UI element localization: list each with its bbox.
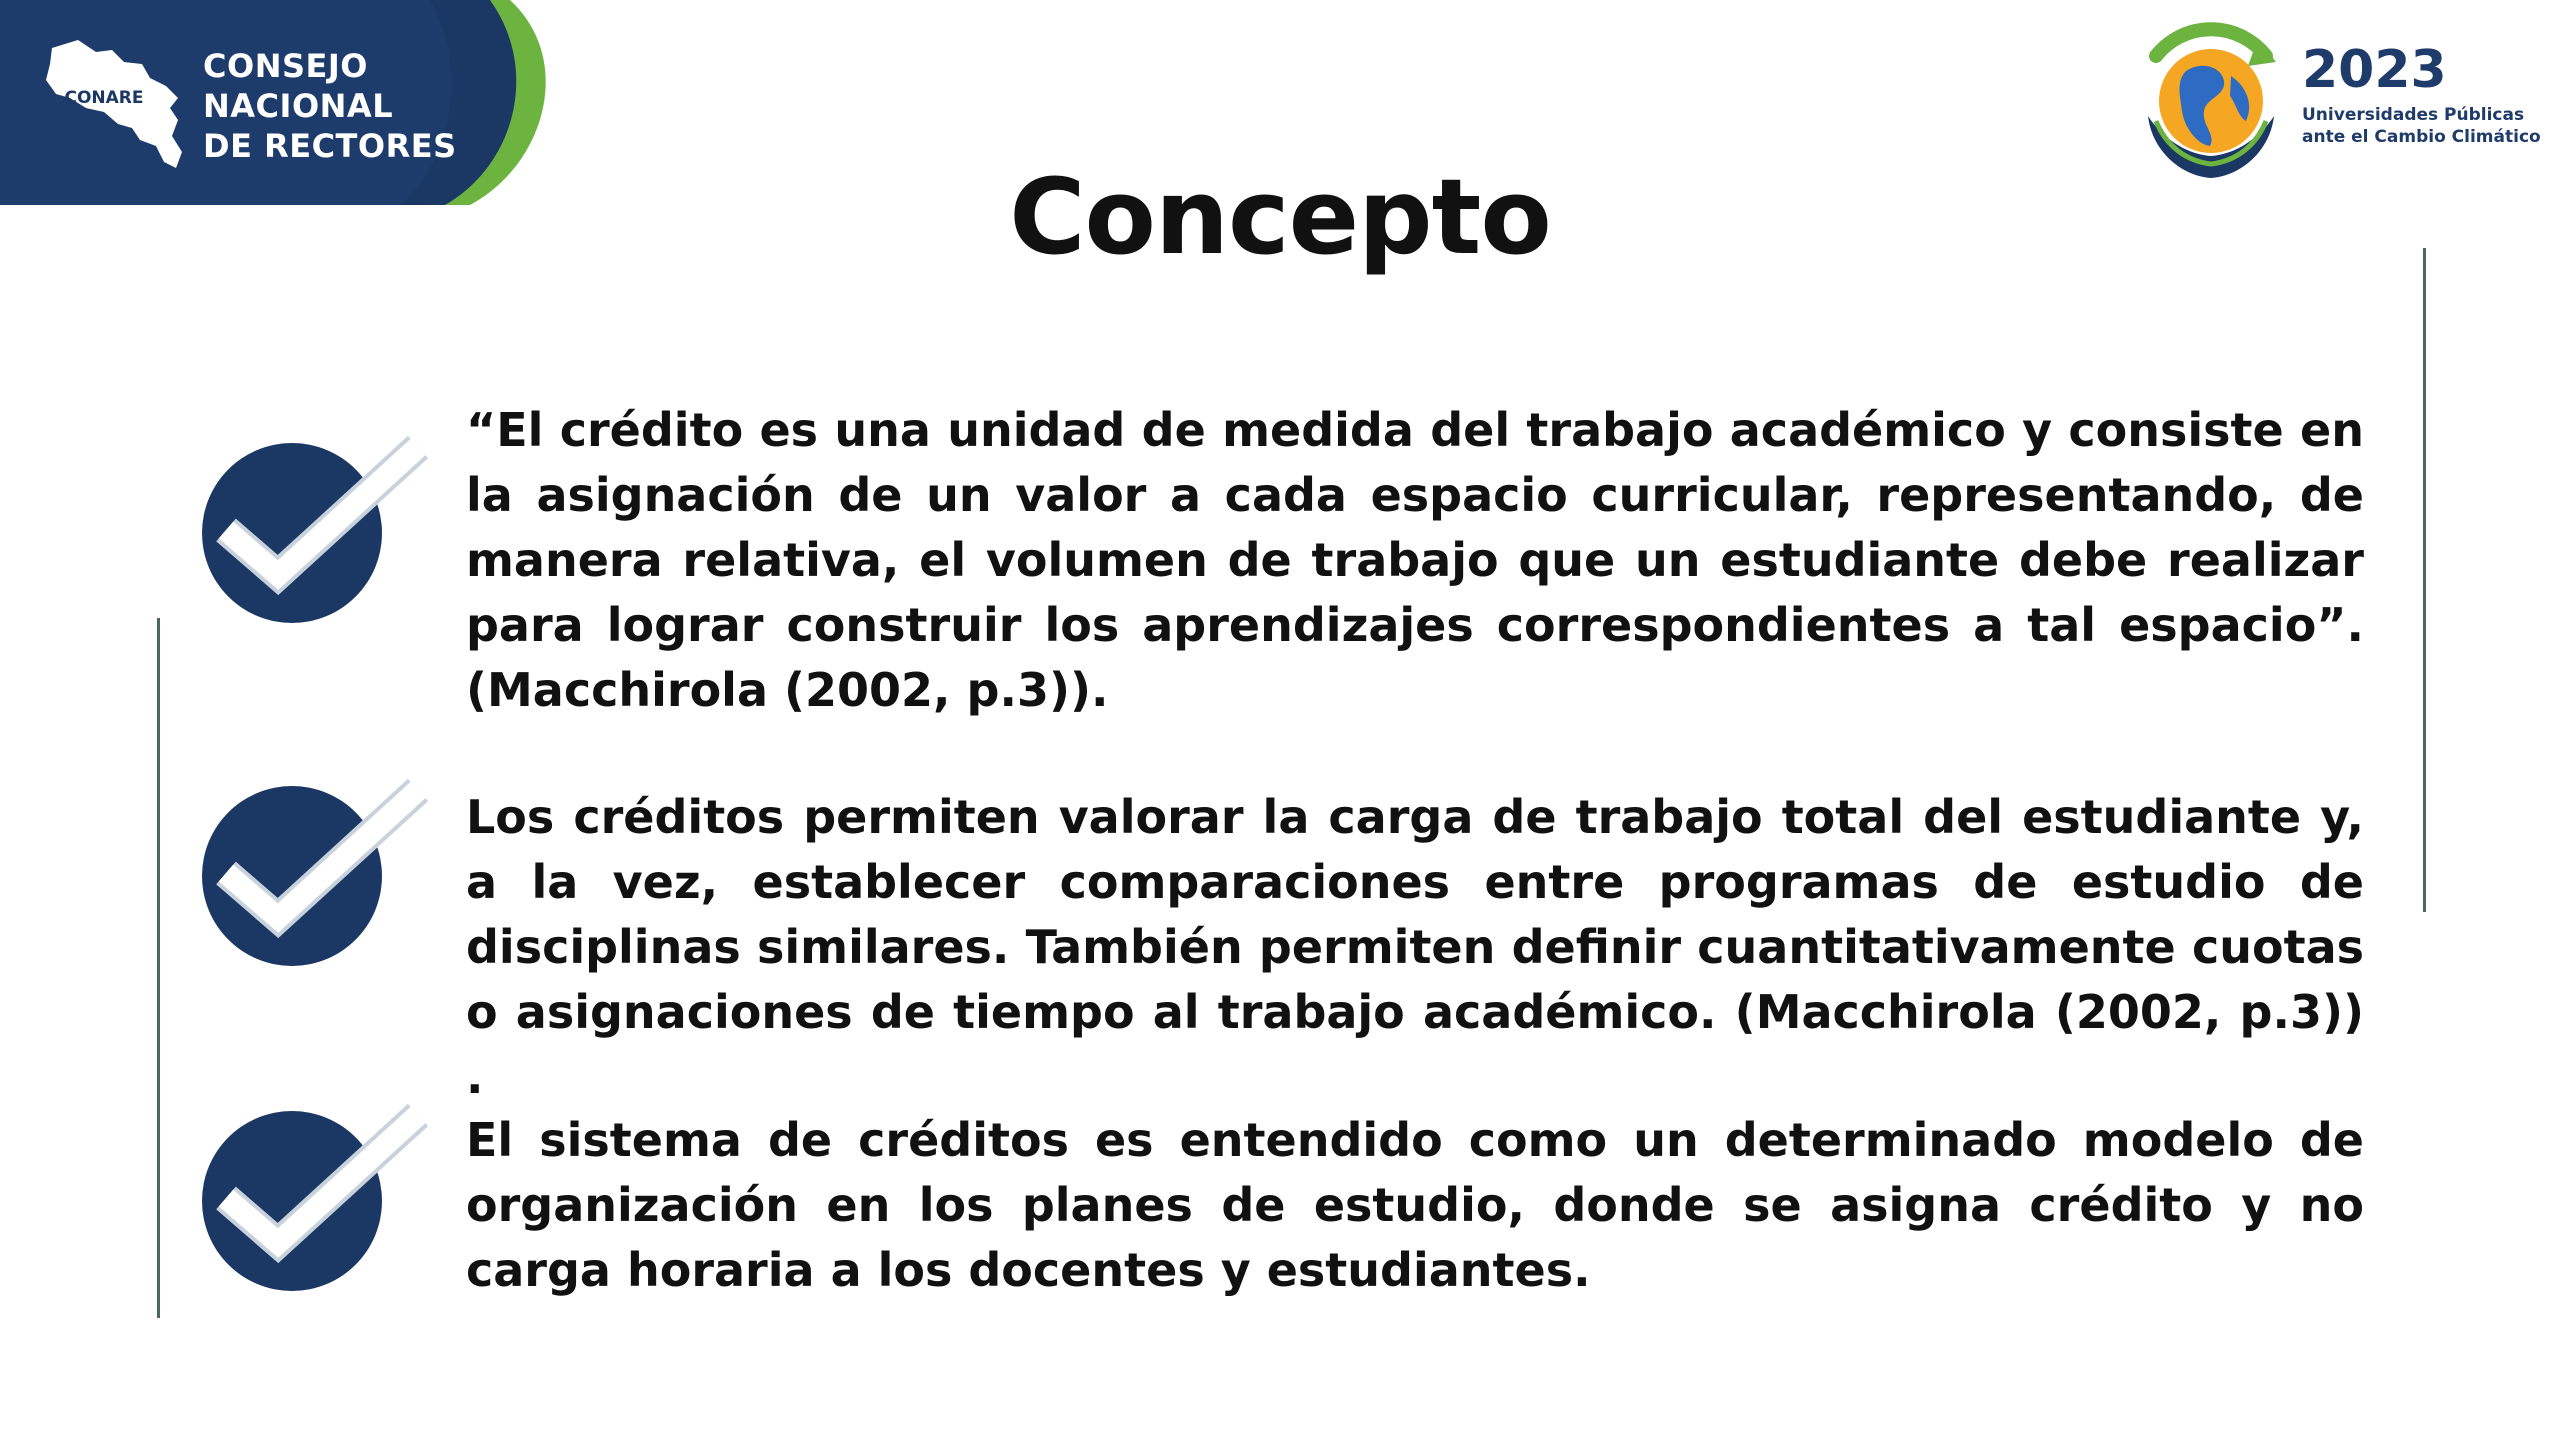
campaign-subtitle-line: Universidades Públicas — [2302, 105, 2525, 125]
campaign-subtitle-line: ante el Cambio Climático — [2302, 127, 2541, 147]
org-name — [203, 46, 457, 166]
org-name-line: NACIONAL — [203, 87, 394, 125]
divider-line-left — [157, 618, 160, 1318]
page-title: Concepto — [1009, 156, 1551, 278]
divider-line-right — [2423, 248, 2426, 912]
campaign-year: 2023 — [2302, 40, 2447, 100]
concept-item-2: Los créditos permiten valorar la carga de trabajo total del estudiante y, a la vez, establecer comparaciones entre programas de estudio de disciplinas similares. También permiten definir cuantitativamente cuotas o asignaciones de tiempo al trabajo académico. (Macchirola (2002, p.3)) . — [466, 790, 2364, 1104]
check-icon — [196, 1093, 432, 1293]
org-logo-text: CONARE — [64, 88, 144, 108]
concept-item-3: El sistema de créditos es entendido como un determinado modelo de organización en los planes de estudio, donde se asigna crédito y no carga horaria a los docentes y estudiantes. — [466, 1113, 2364, 1297]
org-name-line: DE RECTORES — [203, 127, 457, 165]
campaign-subtitle — [2302, 104, 2541, 148]
org-name-line: CONSEJO — [203, 47, 368, 85]
check-icon — [196, 425, 432, 625]
check-icon — [196, 768, 432, 968]
concept-item-1: “El crédito es una unidad de medida del trabajo académico y consiste en la asignación de un valor a cada espacio curricular, representando, de manera relativa, el volumen de trabajo que un estudiante debe realizar para lograr construir los aprendizajes correspondientes a tal espacio”. (Macchirola (2002, p.3)). — [466, 403, 2364, 717]
